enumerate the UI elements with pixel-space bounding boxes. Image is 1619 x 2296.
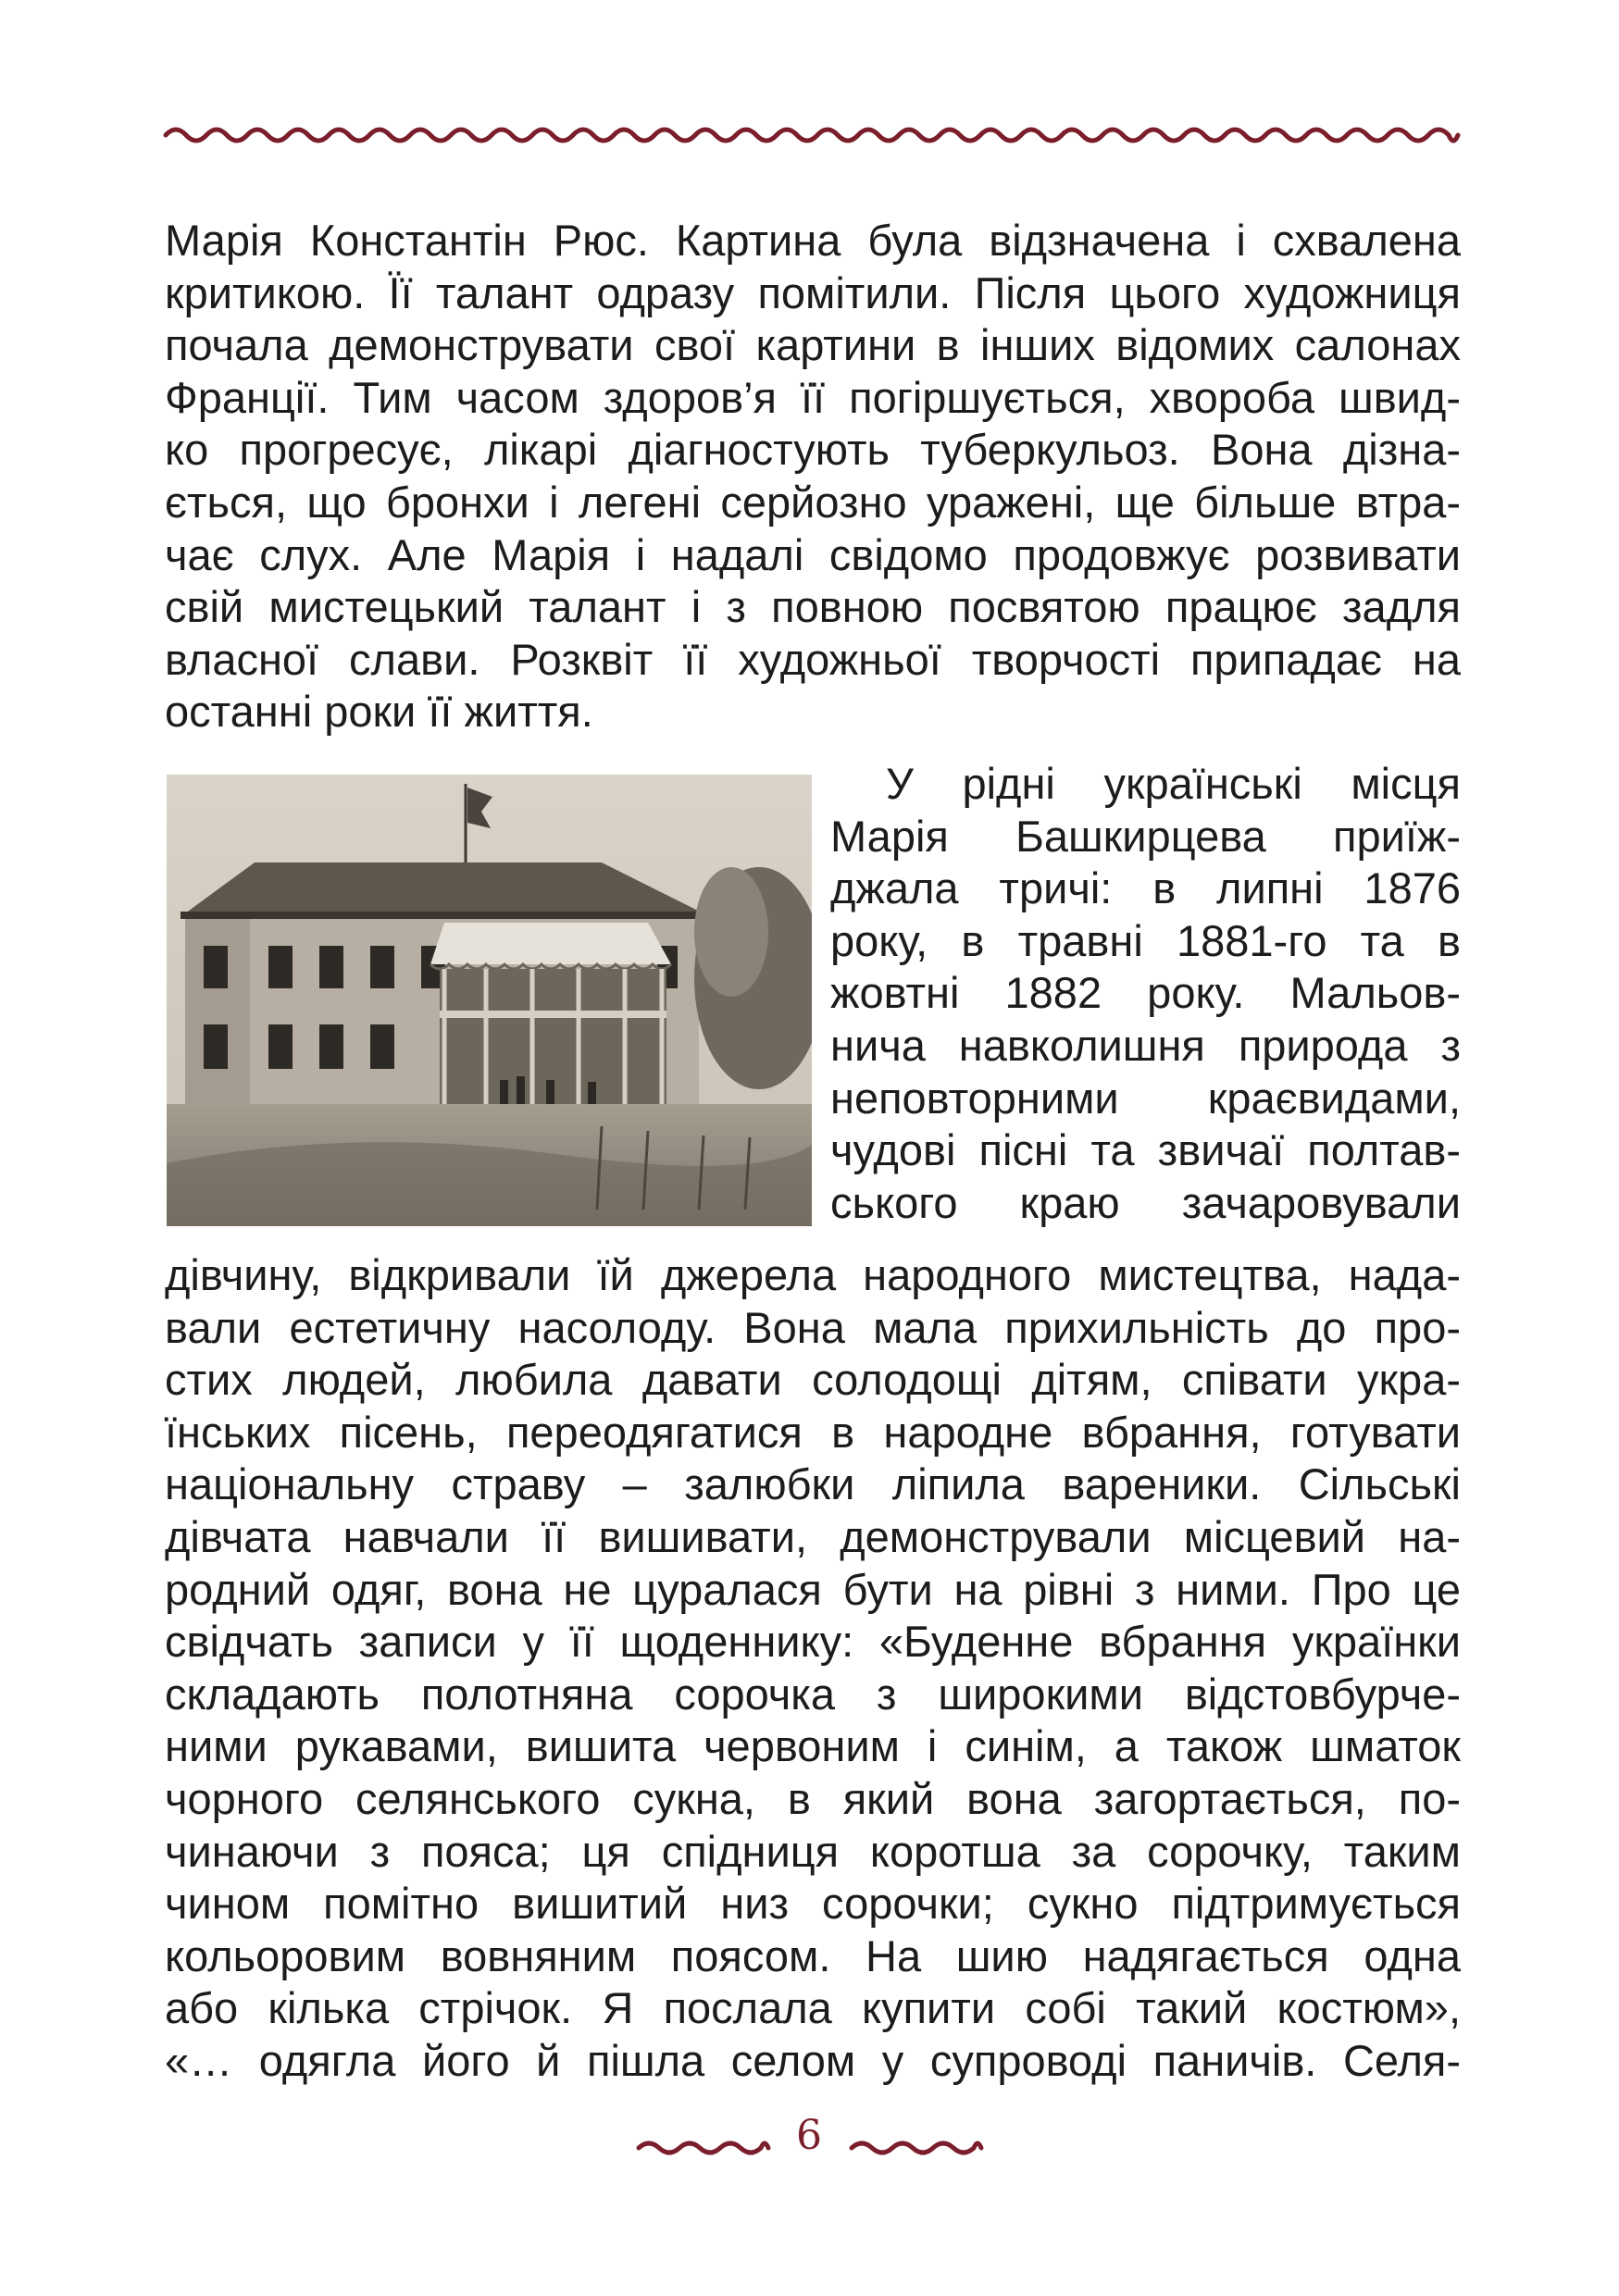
intro-paragraph — [165, 215, 1461, 738]
text-line: Франції. Тим часом здоров’я її погіршується, хвороба швид- — [165, 372, 1461, 422]
text-line: чає слух. Але Марія і надалі свідомо продовжує розвивати — [165, 529, 1461, 579]
text-line: ється, що бронхи і легені серйозно уражені, ще більше втра- — [165, 477, 1461, 527]
text-line: родний одяг, вона не цуралася бути на рівні з ними. Про це — [165, 1564, 1461, 1614]
text-line: чинаючи з пояса; ця спідниця коротша за сорочку, таким — [165, 1826, 1461, 1876]
text-line: почала демонструвати свої картини в інших відомих салонах — [165, 320, 1461, 370]
text-line: критикою. Її талант одразу помітили. Після цього художниця — [165, 267, 1461, 317]
text-line: нича навколишня природа з — [830, 1020, 1461, 1070]
text-line: ко прогресує, лікарі діагностують туберкульоз. Вона дізна- — [165, 425, 1461, 475]
text-line: їнських пісень, переодягатися в народне вбрання, готувати — [165, 1407, 1461, 1457]
text-line: чудові пісні та звичаї полтав- — [830, 1125, 1461, 1175]
text-line: або кілька стрічок. Я послала купити собі такий костюм», — [165, 1983, 1461, 2033]
text-line: У рідні українські місця — [886, 759, 1461, 808]
text-line: чином помітно вишитий низ сорочки; сукно підтримується — [165, 1879, 1461, 1929]
text-line: дівчину, відкривали їй джерела народного мистецтва, нада- — [165, 1250, 1461, 1299]
text-line: неповторними краєвидами, — [830, 1073, 1461, 1123]
text-line: свідчать записи у її щоденнику: «Буденне вбрання українки — [165, 1617, 1461, 1667]
text-line: свій мистецький талант і з повною посвятою працює задля — [165, 582, 1461, 632]
text-line: складають полотняна сорочка з широкими відстовбурче- — [165, 1669, 1461, 1719]
page-number: 6 — [796, 2112, 822, 2159]
text-line: Марія Башкирцева приїж- — [830, 811, 1461, 861]
text-line: ними рукавами, вишита червоним і синім, а також шматок — [165, 1721, 1461, 1771]
text-line: національну страву – залюбки ліпила вареники. Сільські — [165, 1459, 1461, 1509]
text-line: власної слави. Розквіт її художньої творчості припадає на — [165, 634, 1461, 684]
text-line: дівчата навчали її вишивати, демонстрували місцевий на- — [165, 1511, 1461, 1561]
estate-house-photo — [167, 775, 812, 1226]
text-line: стих людей, любила давати солодощі дітям, співати укра- — [165, 1355, 1461, 1405]
text-line: жовтні 1882 року. Мальов- — [830, 968, 1461, 1018]
text-line: Марія Константін Рюс. Картина була відзначена і схвалена — [165, 216, 1461, 265]
text-line: джала тричі: в липні 1876 — [830, 863, 1461, 913]
body-paragraph — [165, 1249, 1461, 2088]
text-line: ського краю зачаровували — [830, 1177, 1461, 1227]
column-paragraph — [830, 758, 1461, 1229]
text-line: останні роки її життя. — [165, 687, 593, 737]
text-line: чорного селянського сукна, в який вона загортається, по- — [165, 1773, 1461, 1823]
text-line: кольоровим вовняним поясом. На шию надягається одна — [165, 1930, 1461, 1980]
top-wave-ornament — [162, 118, 1463, 152]
text-line: вали естетичну насолоду. Вона мала прихильність до про- — [165, 1302, 1461, 1352]
text-line: року, в травні 1881-го та в — [830, 915, 1461, 965]
text-line: «… одягла його й пішла селом у супроводі паничів. Селя- — [165, 2035, 1461, 2085]
